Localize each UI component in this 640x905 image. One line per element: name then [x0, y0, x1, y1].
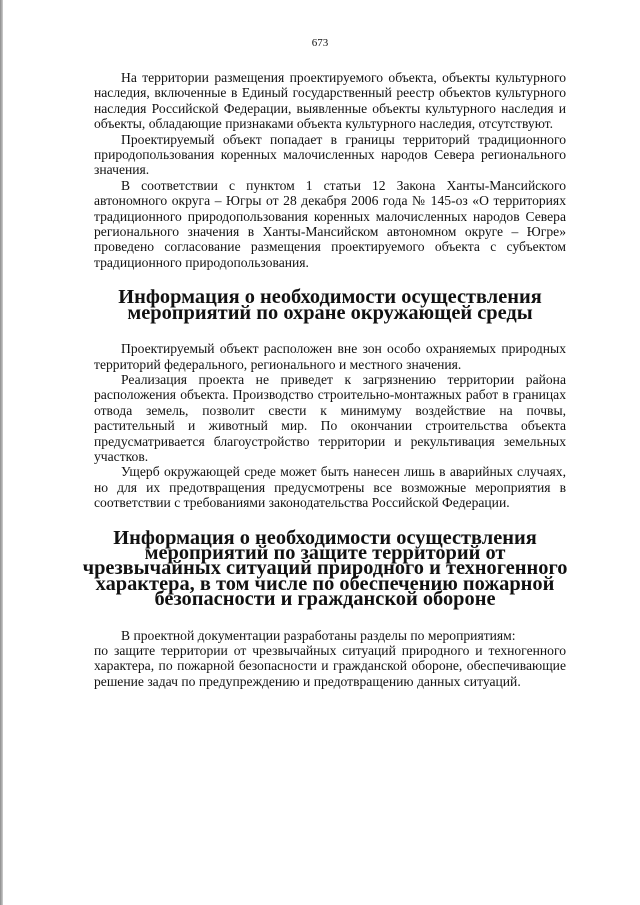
page-content: [82, 70, 568, 689]
heading-emergency-protection: Информация о необходимости осуществления мероприятий по защите территорий от чрезвычайных ситуаций природного и техногенного характера, в том числе по обеспечению пожарной безопасности и гражданской обороне: [82, 526, 568, 611]
paragraph-measures-body: по защите территории от чрезвычайных ситуаций природного и техногенного характера, по пожарной безопасности и гражданской обороне, обеспечивающие решение задач по предупреждению и предотвращению данных ситуаций.: [94, 643, 566, 689]
paragraph-protected-areas: Проектируемый объект расположен вне зон особо охраняемых природных территорий федерального, регионального и местного значения.: [94, 341, 566, 372]
paragraph-approval: В соответствии с пунктом 1 статьи 12 Закона Ханты-Мансийского автономного округа – Югры от 28 декабря 2006 года № 145-оз «О территориях традиционного природопользования коренных малочисленных народов Севера регионального значения в Ханты-Мансийском автономном округе – Югре» проведено согласование размещения проектируемого объекта с субъектом традиционного природопользования.: [94, 177, 566, 270]
paragraph-cultural-heritage: На территории размещения проектируемого объекта, объекты культурного наследия, включенные в Единый государственный реестр объектов культурного наследия Российской Федерации, выявленные объекты культурного наследия и объекты, обладающие признаками объекта культурного наследия, отсутствуют.: [94, 70, 566, 132]
paragraph-damage: Ущерб окружающей среде может быть нанесен лишь в аварийных случаях, но для их предотвращения предусмотрены все возможные мероприятия в соответствии с требованиями законодательства Российской Федерации.: [94, 464, 566, 511]
page-number: 673: [311, 37, 329, 49]
paragraph-traditional-territories: Проектируемый объект попадает в границы территорий традиционного природопользования коренных малочисленных народов Севера регионального значения.: [94, 131, 566, 178]
heading-environment-protection: Информация о необходимости осуществления мероприятий по охране окружающей среды: [118, 286, 542, 324]
paragraph-project-impact: Реализация проекта не приведет к загрязнению территории района расположения объекта. Производство строительно-монтажных работ в границах отвода земель, позволит свести к минимуму воздействие на почвы, растительный и животный мир. По окончании строительства объекта предусматривается благоустройство территории и рекультивация земельных участков.: [94, 371, 566, 464]
paragraph-measures-intro: В проектной документации разработаны разделы по мероприятиям:: [121, 627, 516, 643]
